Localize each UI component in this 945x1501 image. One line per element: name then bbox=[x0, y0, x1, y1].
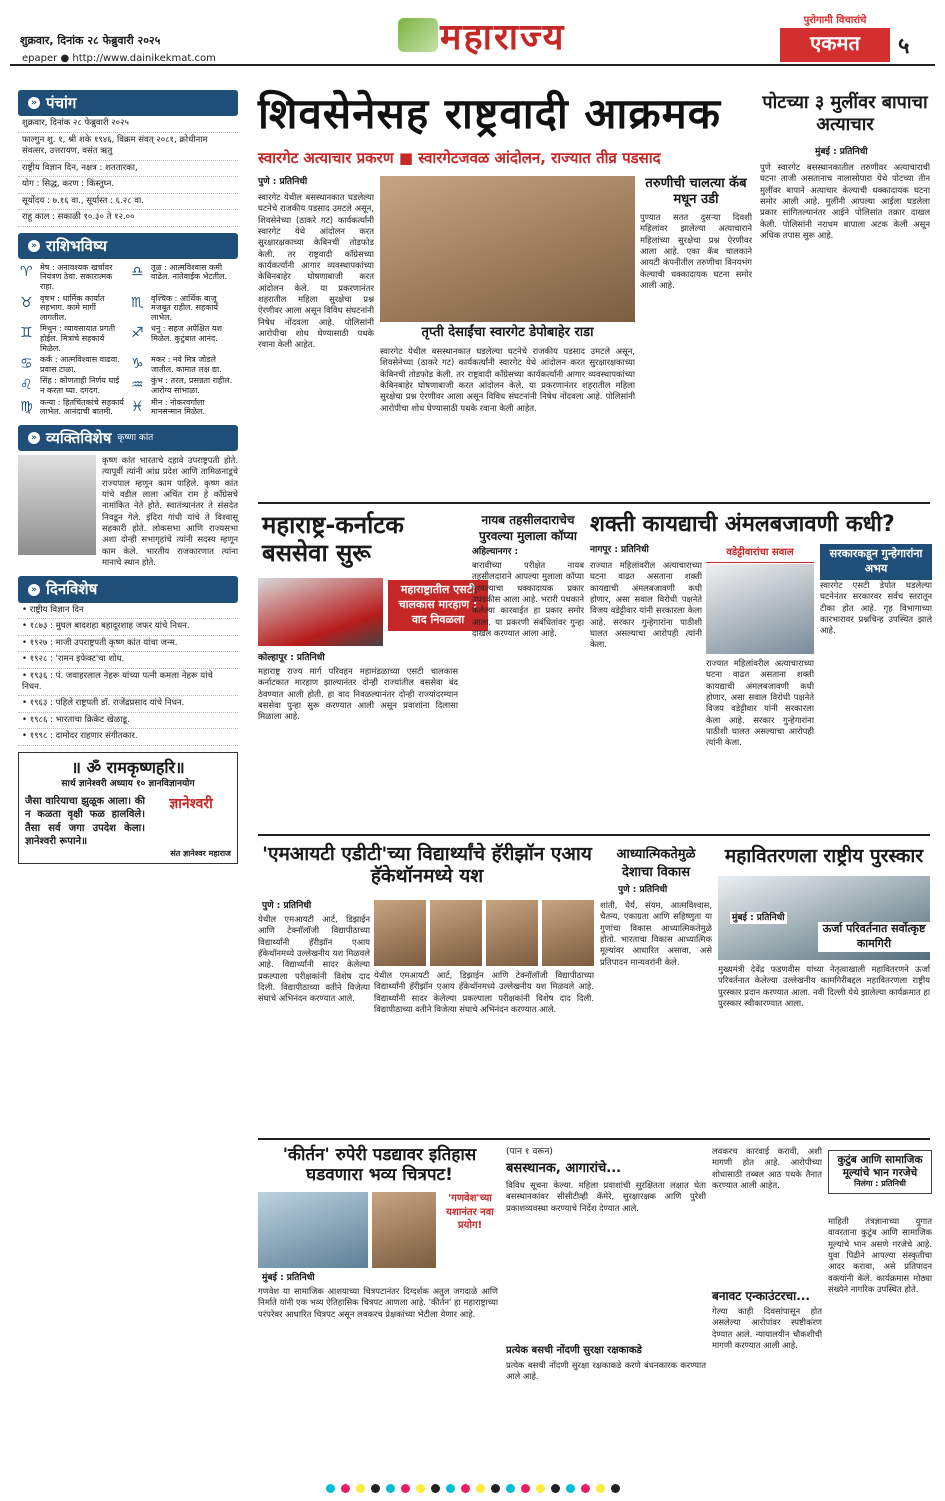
mit-body-continued: येथील एमआयटी आर्ट, डिझाईन आणि टेक्नॉलॉजी विद्यापीठाच्या विद्यार्थ्यांनी हॅरीझॉन एआय हॅकेथॉनमध्ये उल्लेखनीय यश मिळवले आहे. विद्यार्थ्यांनी सादर केलेल्या प्रकल्पाला परीक्षकांनी विशेष दाद दिली. विद्यापीठाच्या वतीने विजेत्या संघाचे अभिनंदन करण्यात आले. bbox=[374, 970, 594, 1015]
vyakti-name: कृष्णा कांत bbox=[117, 432, 154, 443]
rashi-title: राशिभविष्य bbox=[46, 236, 107, 255]
mit-byline: पुणे : प्रतिनिधी bbox=[262, 901, 312, 911]
rashi-item bbox=[20, 294, 125, 323]
vadettiwar-photo bbox=[706, 564, 814, 654]
student-photo-1 bbox=[374, 900, 426, 966]
dinvishesh-line: • १९८६ : भारताचा क्रिकेट खेळाडू. bbox=[18, 713, 238, 729]
rashi-text: वृषभ : धार्मिक कार्यात सहभाग. कामे मार्गी लागतील. bbox=[40, 293, 105, 322]
vyakti-icon: » bbox=[28, 432, 40, 444]
registration-dot bbox=[431, 1484, 440, 1493]
rashi-item bbox=[131, 398, 236, 417]
mit-students-photos bbox=[374, 900, 594, 966]
rashi-item bbox=[20, 324, 125, 353]
shakti-byline: नागपूर : प्रतिनिधी bbox=[590, 545, 649, 555]
dinvishesh-line: • १९९८ : दामोदर राहणार संगीतकार. bbox=[18, 729, 238, 745]
shakti-body-continued: राज्यात महिलांवरील अत्याचाराच्या घटना वाढत असताना शक्ती कायद्याची अंमलबजावणी कधी होणार, असा सवाल विरोधी पक्षनेते विजय वडेट्टीवार यांनी सरकारला केला आहे. सरकार गुन्हेगारांना पाठीशी घालत असल्याचा आरोपही त्यांनी केला. bbox=[706, 658, 814, 748]
tarun-headline[interactable]: तरुणीची चालत्या कॅब मधून उडी bbox=[645, 176, 747, 207]
basstand-headline[interactable]: बसस्थानक, आगारांचे... bbox=[506, 1161, 622, 1176]
tarun-body: पुण्यात सतत दुसऱ्या दिवशी महिलांवर झालेल्या अत्याचाराने महिलांच्या सुरक्षेचा प्रश्न ऐरणीवर आला आहे. एका कॅब चालकाने आयटी कंपनीतील तरुणीचा विनयभंग केल्याची धक्कादायक घटना समोर आली आहे. bbox=[640, 212, 752, 291]
mahavitaran-headline[interactable]: महावितरणला राष्ट्रीय पुरस्कार bbox=[724, 845, 924, 867]
student-photo-3 bbox=[486, 900, 538, 966]
brand-logo[interactable]: एकमत bbox=[780, 28, 890, 62]
registration-dot bbox=[596, 1484, 605, 1493]
registration-dot bbox=[521, 1484, 530, 1493]
adhyatma-headline[interactable]: आध्यात्मिकतेमुळे देशाचा विकास bbox=[616, 847, 696, 880]
bus-photo bbox=[258, 578, 383, 646]
rashi-text: कर्क : आत्मविश्वास वाढवा. प्रवास टाळा. bbox=[40, 355, 120, 374]
vyakti-portrait bbox=[18, 455, 96, 555]
zodiac-icon: ♋ bbox=[20, 356, 33, 373]
zodiac-icon: ♐ bbox=[131, 325, 144, 342]
epaper-label: epaper bbox=[22, 53, 58, 64]
dinvishesh-line: • राष्ट्रीय विज्ञान दिन bbox=[18, 603, 238, 619]
ramkrishna-verse: जैसा वारियाचा झुळूक आला। की न कळता वृक्षी फळ हालविले। तैसा सर्व जगा उपदेश केला। ज्ञानेश्वरी रूपाने॥ bbox=[25, 795, 145, 848]
registration-dot bbox=[536, 1484, 545, 1493]
rashi-text: सिंह : कोणताही निर्णय घाई न करता घ्या. दगदग. bbox=[40, 376, 120, 395]
zodiac-icon: ♓ bbox=[131, 398, 144, 415]
nayab-byline: अहिल्यानगर : bbox=[472, 547, 519, 557]
rashi-text: मीन : नोकरवर्गाला मानसन्मान मिळेल. bbox=[151, 397, 205, 417]
encounter-body: लवकरच कारवाई करावी, अशी मागणी होत आहे. आरोपीच्या शोधासाठी तब्बल आठ पथके तैनात करण्यात आली आहेत. bbox=[712, 1146, 822, 1191]
dinvishesh-line: • १८७३ : मुघल बादशहा बहादूरशाह जफर यांचे निधन. bbox=[18, 619, 238, 635]
encounter-headline[interactable]: बनावट एन्काउंटरचा... bbox=[712, 1289, 810, 1303]
page-number: ५ bbox=[898, 34, 910, 59]
karnataka-byline: कोल्हापूर : प्रतिनिधी bbox=[258, 653, 325, 663]
rashi-item bbox=[131, 294, 236, 323]
panchang-line: फाल्गुन शु. १, श्री शके १९४६, विक्रम संवत् २०८१, क्रोधीनाम संवत्सर, उत्तरायण, वसंत ऋतु bbox=[18, 133, 238, 161]
panchang-line: योग : सिद्ध, करण : किंस्तुघ्न. bbox=[18, 177, 238, 193]
basstand-tag: (पान १ वरून) bbox=[506, 1147, 553, 1157]
rashi-text: वृश्चिक : आर्थिक बाजू मजबूत राहील. सहकार्य लाभेल. bbox=[151, 293, 219, 322]
dinvishesh-header bbox=[18, 576, 238, 602]
zodiac-icon: ♊ bbox=[20, 325, 33, 342]
registration-dot bbox=[446, 1484, 455, 1493]
adhyatma-body: शांती, धैर्य, संयम, आत्मविश्वास, चैतन्य, एकाग्रता आणि सहिष्णुता या गुणांचा विकास आध्यात्मिकतेमुळे होतो. भारताचा विकास आध्यात्मिक मूल्यांवर आधारित असावा, असे प्रतिपादन मान्यवरांनी केले. bbox=[600, 900, 712, 967]
panchang-icon: » bbox=[28, 97, 40, 109]
rashi-text: मेष : अनावश्यक खर्चावर नियंत्रण ठेवा. सकारात्मक राहा. bbox=[40, 262, 113, 291]
divider-1 bbox=[258, 502, 930, 504]
zodiac-icon: ♎ bbox=[131, 263, 144, 280]
registration-dot bbox=[326, 1484, 335, 1493]
vyakti-body bbox=[18, 455, 238, 568]
student-photo-2 bbox=[430, 900, 482, 966]
registration-dot bbox=[506, 1484, 515, 1493]
mit-headline[interactable]: 'एमआयटी एडीटी'च्या विद्यार्थ्यांचे हॅरीझॉन एआय हॅकेथॉनमध्ये यश bbox=[262, 843, 592, 887]
divider-2 bbox=[258, 834, 930, 836]
vyakti-text: कृष्ण कांत भारताचे दहावे उपराष्ट्रपती होते. त्यापूर्वी त्यांनी आंध्र प्रदेश आणि तामिळनाडूचे राज्यपाल म्हणून काम पाहिले. कृष्ण कांत यांचे वडील लाला अचिंत राम हे काँग्रेसचे नामांकित नेते होते. स्वातंत्र्यानंतर ते संसदेत निवडून गेले. इंदिरा गांधी यांचे ते विश्वासू सहकारी होते. लोकसभा आणि राज्यसभा अशा दोन्ही सभागृहांचे त्यांनी सदस्य म्हणून काम केले. भारतीय राजकारणात त्यांना मानाचे स्थान होते. bbox=[102, 454, 238, 568]
shakti-label: वडेट्टीवारांचा सवाल bbox=[706, 544, 814, 563]
ramkrishna-sub: सार्थ ज्ञानेश्वरी अध्याय १० ज्ञानविज्ञानयोग bbox=[61, 779, 195, 790]
left-sidebar bbox=[18, 90, 238, 864]
rashi-box bbox=[18, 233, 238, 421]
shakti-sidebar-body: स्वारगेट एसटी डेपोत घडलेल्या घटनेनंतर सरकारवर सर्वच स्तरातून टीका होत आहे. गृह विभागाच्या कारभारावर प्रश्नचिन्ह उपस्थित झाले आहे. bbox=[820, 580, 932, 636]
dinvishesh-list bbox=[18, 603, 238, 746]
karnataka-inset: महाराष्ट्रातील एसटी चालकास मारहाण : वाद निवळला bbox=[388, 580, 488, 631]
rashi-item bbox=[20, 398, 125, 417]
shakti-body: राज्यात महिलांवरील अत्याचाराच्या घटना वाढत असताना शक्ती कायद्याची अंमलबजावणी कधी होणार, असा सवाल विरोधी पक्षनेते विजय वडेट्टीवार यांनी सरकारला केला आहे. सरकार गुन्हेगारांना पाठीशी घालत असल्याचा आरोपही त्यांनी केला. bbox=[590, 560, 702, 650]
registration-dot bbox=[371, 1484, 380, 1493]
divider-3 bbox=[258, 1138, 930, 1140]
mahavitaran-byline: मुंबई : प्रतिनिधी bbox=[732, 913, 785, 923]
lead-photo-caption: तृप्ती देसाईंचा स्वारगेट डेपोबाहेर राडा bbox=[380, 322, 635, 344]
potya-body: पुणे स्वारगेट बसस्थानकातील तरुणीवर अत्याचाराची घटना ताजी असतानाच नालासोपारा येथे पोटच्या तीन मुलींवर बापाने अत्याचार केल्याची धक्कादायक घटना समोर आली आहे. मुलींनी आपल्या आईला घडलेला प्रकार सांगितल्यानंतर आईने पोलिसांत तक्रार दाखल केली. पोलिसांनी नराधम बापाला अटक केली असून अधिक तपास सुरू आहे. bbox=[760, 162, 930, 241]
vyakti-box bbox=[18, 425, 238, 569]
registration-dot bbox=[581, 1484, 590, 1493]
panchang-title: पंचांग bbox=[46, 94, 77, 112]
rashi-text: कुंभ : तरल, प्रसन्नता राहील. आरोग्य सांभाळा. bbox=[151, 376, 233, 395]
panchang-line: राहू काल : सकाळी १०.३० ते १२.०० bbox=[18, 210, 238, 226]
dinvishesh-line: • १९२७ : माजी उपराष्ट्रपती कृष्ण कांत यांचा जन्म. bbox=[18, 636, 238, 652]
dinvishesh-line: • १९३६ : पं. जवाहरलाल नेहरू यांच्या पत्नी कमला नेहरू यांचे निधन. bbox=[18, 669, 238, 697]
mit-body: येथील एमआयटी आर्ट, डिझाईन आणि टेक्नॉलॉजी विद्यापीठाच्या विद्यार्थ्यांनी हॅरीझॉन एआय हॅकेथॉनमध्ये उल्लेखनीय यश मिळवले आहे. विद्यार्थ्यांनी सादर केलेल्या प्रकल्पाला परीक्षकांनी विशेष दाद दिली. विद्यापीठाच्या वतीने विजेत्या संघाचे अभिनंदन करण्यात आले. bbox=[258, 914, 370, 1004]
nayab-headline[interactable]: नायब तहसीलदाराचेच पुरवल्या मुलाला कॉप्या bbox=[479, 513, 577, 544]
basstand-body: विविध सूचना केल्या. महिला प्रवाशांची सुरक्षितता लक्षात घेता बसस्थानकांवर सीसीटीव्ही कॅमेरे, सुरक्षारक्षक आणि पुरेशी प्रकाशव्यवस्था करण्याचे निर्देश देण्यात आले. bbox=[506, 1180, 706, 1213]
section-title: महाराज्य bbox=[440, 17, 566, 58]
rashi-item bbox=[131, 324, 236, 353]
dinvishesh-title: दिनविशेष bbox=[46, 580, 98, 599]
rashi-item bbox=[131, 263, 236, 292]
zodiac-icon: ♏ bbox=[131, 294, 144, 311]
zodiac-icon: ♉ bbox=[20, 294, 33, 311]
kutumb-headbox bbox=[828, 1150, 932, 1194]
kirtan-inset: 'गणवेश'च्या यशानंतर नवा प्रयोग! bbox=[446, 1193, 494, 1231]
rashi-item bbox=[131, 355, 236, 374]
student-photo-4 bbox=[542, 900, 594, 966]
zodiac-icon: ♌ bbox=[20, 377, 33, 394]
ramkrishna-body bbox=[25, 795, 231, 849]
kirtan-byline: मुंबई : प्रतिनिधी bbox=[262, 1273, 315, 1283]
rashi-text: कन्या : हितचिंतकांचे सहकार्य लाभेल. आनंदाची बातमी. bbox=[40, 397, 124, 417]
maharashtra-map-icon bbox=[398, 18, 438, 52]
rashi-text: तूळ : आत्मविश्वास कमी वाढेल. नातेवाईक भेटतील. bbox=[151, 262, 227, 282]
lead-body: स्वारगेट येथील बसस्थानकात घडलेल्या घटनेचे राजकीय पडसाद उमटले असून, शिवसेनेच्या (ठाकरे गट) कार्यकर्त्यांनी स्वारगेट येथे आंदोलन करत सुरक्षारक्षकाच्या केबिनची तोडफोड केली. तर राष्ट्रवादी काँग्रेसच्या कार्यकर्त्यांनी आगार व्यवस्थापकांच्या केबिनबाहेर घोषणाबाजी करत आंदोलन केले. या प्रकरणानंतर शहरातील महिला सुरक्षेचा प्रश्न ऐरणीवर आला असून विविध संघटनांनी निषेध नोंदवला आहे. पोलिसांनी आरोपीचा शोध घेण्यासाठी पथके रवाना केली आहेत. bbox=[258, 192, 374, 350]
potya-headline[interactable]: पोटच्या ३ मुलींवर बापाचा अत्याचार bbox=[762, 92, 928, 135]
globe-icon: ● bbox=[60, 53, 70, 64]
registration-dot bbox=[386, 1484, 395, 1493]
rashi-header bbox=[18, 233, 238, 259]
registration-dot bbox=[356, 1484, 365, 1493]
issue-date: शुक्रवार, दिनांक २८ फेब्रुवारी २०२५ bbox=[20, 34, 161, 47]
registration-dot bbox=[551, 1484, 560, 1493]
kutumb-byline: निलंगा : प्रतिनिधी bbox=[854, 1179, 906, 1189]
panchang-line: सूर्योदय : ७.१६ वा., सूर्यास्त : ६.२८ वा. bbox=[18, 194, 238, 210]
color-registration-bar bbox=[0, 1484, 945, 1494]
lead-photo bbox=[380, 176, 635, 326]
ramkrishna-title: ॥ ॐ रामकृष्णहरि॥ bbox=[71, 757, 185, 777]
zodiac-icon: ♑ bbox=[131, 356, 144, 373]
lead-headline[interactable]: शिवसेनेसह राष्ट्रवादी आक्रमक bbox=[258, 89, 721, 138]
basstand-body-2: प्रत्येक बसची नोंदणी सुरक्षा रक्षकाकडे करणे बंधनकारक करण्यात आले आहे. bbox=[506, 1360, 706, 1382]
vyakti-header bbox=[18, 425, 238, 451]
ramkrishna-footer: संत ज्ञानेश्वर महाराज bbox=[170, 848, 231, 858]
registration-dot bbox=[476, 1484, 485, 1493]
mahavitaran-subhead: ऊर्जा परिवर्तनात सर्वोत्कृष्ट कामगिरी bbox=[818, 922, 930, 952]
rashi-grid bbox=[18, 259, 238, 421]
lead-subhead: स्वारगेट अत्याचार प्रकरण ■ स्वारगेटजवळ आंदोलन, राज्यात तीव्र पडसाद bbox=[258, 148, 743, 168]
shakti-sidebar-head: सरकारकडून गुन्हेगारांना अभय bbox=[820, 544, 932, 580]
lead-byline: पुणे : प्रतिनिधी bbox=[258, 177, 308, 187]
adhyatma-byline: पुणे : प्रतिनिधी bbox=[618, 885, 668, 895]
panchang-box bbox=[18, 90, 238, 227]
site-url[interactable]: http://www.dainikekmat.com bbox=[72, 53, 216, 64]
rashi-text: मकर : नवे मित्र जोडले जातील. कामात लक्ष द्या. bbox=[151, 355, 222, 374]
registration-dot bbox=[401, 1484, 410, 1493]
registration-dot bbox=[341, 1484, 350, 1493]
dinvishesh-icon: » bbox=[28, 584, 40, 596]
kirtan-photo-1 bbox=[258, 1192, 368, 1268]
panchang-line: राष्ट्रीय विज्ञान दिन, नक्षत्र : शततारका, bbox=[18, 161, 238, 177]
kirtan-body: गणवेश या सामाजिक आशयाच्या चित्रपटानंतर दिग्दर्शक अतुल जगदाळे आणि निर्माते यांनी एक भव्य ऐतिहासिक चित्रपट आणला आहे. 'कीर्तन' हा महाराष्ट्राच्या परंपरेवर आधारित चित्रपट असून लवकरच प्रेक्षकांच्या भेटीला येणार आहे. bbox=[258, 1286, 498, 1319]
rashi-item bbox=[20, 376, 125, 395]
karnataka-body: महाराष्ट्र राज्य मार्ग परिवहन महामंडळाच्या एसटी चालकास कर्नाटकात मारहाण झाल्यानंतर दोन्ही राज्यांतील बससेवा बंद ठेवण्यात आली होती. हा वाद निवळल्यानंतर दोन्ही राज्यांदरम्यान बससेवा पुन्हा सुरू करण्यात आली असून प्रवाशांना दिलासा मिळाला आहे. bbox=[258, 666, 458, 722]
kirtan-headline[interactable]: 'कीर्तन' रुपेरी पडद्यावर इतिहास घडवणारा भव्य चित्रपट! bbox=[282, 1145, 477, 1185]
zodiac-icon: ♈ bbox=[20, 263, 33, 280]
basstand-subhead: प्रत्येक बसची नोंदणी सुरक्षा रक्षकाकडे bbox=[506, 1345, 642, 1356]
kirtan-photo-2 bbox=[372, 1192, 436, 1268]
brand-tagline: पुरोगामी विचारांचे bbox=[803, 15, 867, 26]
registration-dot bbox=[611, 1484, 620, 1493]
rashi-item bbox=[131, 376, 236, 395]
dinvishesh-box bbox=[18, 576, 238, 745]
rashi-item bbox=[20, 263, 125, 292]
epaper-line[interactable] bbox=[22, 52, 216, 66]
karnataka-headline[interactable]: महाराष्ट्र-कर्नाटक बससेवा सुरू bbox=[262, 511, 404, 567]
registration-dot bbox=[566, 1484, 575, 1493]
dnyaneshwari-logo: ज्ञानेश्वरी bbox=[169, 795, 213, 812]
kutumb-headline[interactable]: कुटुंब आणि सामाजिक मूल्यांचे भान गरजेचे bbox=[837, 1154, 923, 1179]
rashi-text: धनु : सहज अपेक्षित यश मिळेल. कुटुंबात आनंद. bbox=[151, 324, 222, 343]
registration-dot bbox=[416, 1484, 425, 1493]
panchang-list bbox=[18, 116, 238, 226]
mahavitaran-body: मुख्यमंत्री देवेंद्र फडणवीस यांच्या नेतृत्वाखाली महावितरणने ऊर्जा परिवर्तनात केलेल्या उल्लेखनीय कामगिरीबद्दल महावितरणला राष्ट्रीय पुरस्कार प्रदान करण्यात आला. नवी दिल्ली येथे झालेल्या कार्यक्रमात हा पुरस्कार स्वीकारण्यात आला. bbox=[718, 964, 930, 1009]
panchang-line: शुक्रवार, दिनांक २८ फेब्रुवारी २०२५ bbox=[18, 116, 238, 132]
vyakti-title: व्यक्तिविशेष bbox=[46, 428, 112, 447]
panchang-header bbox=[18, 90, 238, 116]
rashi-text: मिथुन : व्यावसायात प्रगती होईल. मित्रांचे सहकार्य मिळेल. bbox=[40, 324, 116, 353]
registration-dot bbox=[461, 1484, 470, 1493]
registration-dot bbox=[491, 1484, 500, 1493]
nayab-body: बारावीच्या परीक्षेत नायब तहसीलदाराने आपल्या मुलाला कॉप्या पुरवल्याचा धक्कादायक प्रकार उघडकीस आला आहे. भरारी पथकाने केलेल्या कारवाईत हा प्रकार समोर आला. या प्रकरणी संबंधितांवर गुन्हा दाखल करण्यात आला आहे. bbox=[472, 560, 584, 639]
rashi-icon: » bbox=[28, 240, 40, 252]
kutumb-body: माहिती तंत्रज्ञानाच्या युगात वावरताना कुटुंब आणि सामाजिक मूल्यांचे भान असणे गरजेचे आहे. युवा पिढीने आपल्या संस्कृतीचा आदर करावा, असे प्रतिपादन वक्त्यांनी केले. कार्यक्रमास मोठ्या संख्येने नागरिक उपस्थित होते. bbox=[828, 1216, 932, 1295]
encounter-body-2: गेल्या काही दिवसांपासून होत असलेल्या आरोपांवर स्पष्टीकरण देण्यात आले. न्यायालयीन चौकशीची मागणी करण्यात आली आहे. bbox=[712, 1306, 822, 1351]
shakti-headline[interactable]: शक्ती कायद्याची अंमलबजावणी कधी? bbox=[590, 512, 895, 537]
zodiac-icon: ♒ bbox=[131, 377, 144, 394]
ramkrishna-box bbox=[18, 752, 238, 865]
rashi-item bbox=[20, 355, 125, 374]
zodiac-icon: ♍ bbox=[20, 398, 33, 415]
potya-byline: मुंबई : प्रतिनिधी bbox=[815, 147, 868, 157]
dinvishesh-line: • १९६३ : पहिले राष्ट्रपती डॉ. राजेंद्रप्रसाद यांचे निधन. bbox=[18, 696, 238, 712]
dinvishesh-line: • १९२८ : 'रामन इफेक्ट'चा शोध. bbox=[18, 652, 238, 668]
lead-body-continued: स्वारगेट येथील बसस्थानकात घडलेल्या घटनेचे राजकीय पडसाद उमटले असून, शिवसेनेच्या (ठाकरे गट) कार्यकर्त्यांनी स्वारगेट येथे आंदोलन करत सुरक्षारक्षकाच्या केबिनची तोडफोड केली. तर राष्ट्रवादी काँग्रेसच्या कार्यकर्त्यांनी आगार व्यवस्थापकांच्या केबिनबाहेर घोषणाबाजी करत आंदोलन केले. या प्रकरणानंतर शहरातील महिला सुरक्षेचा प्रश्न ऐरणीवर आला असून विविध संघटनांनी निषेध नोंदवला आहे. पोलिसांनी आरोपीचा शोध घेण्यासाठी पथके रवाना केली आहेत. bbox=[380, 346, 635, 413]
